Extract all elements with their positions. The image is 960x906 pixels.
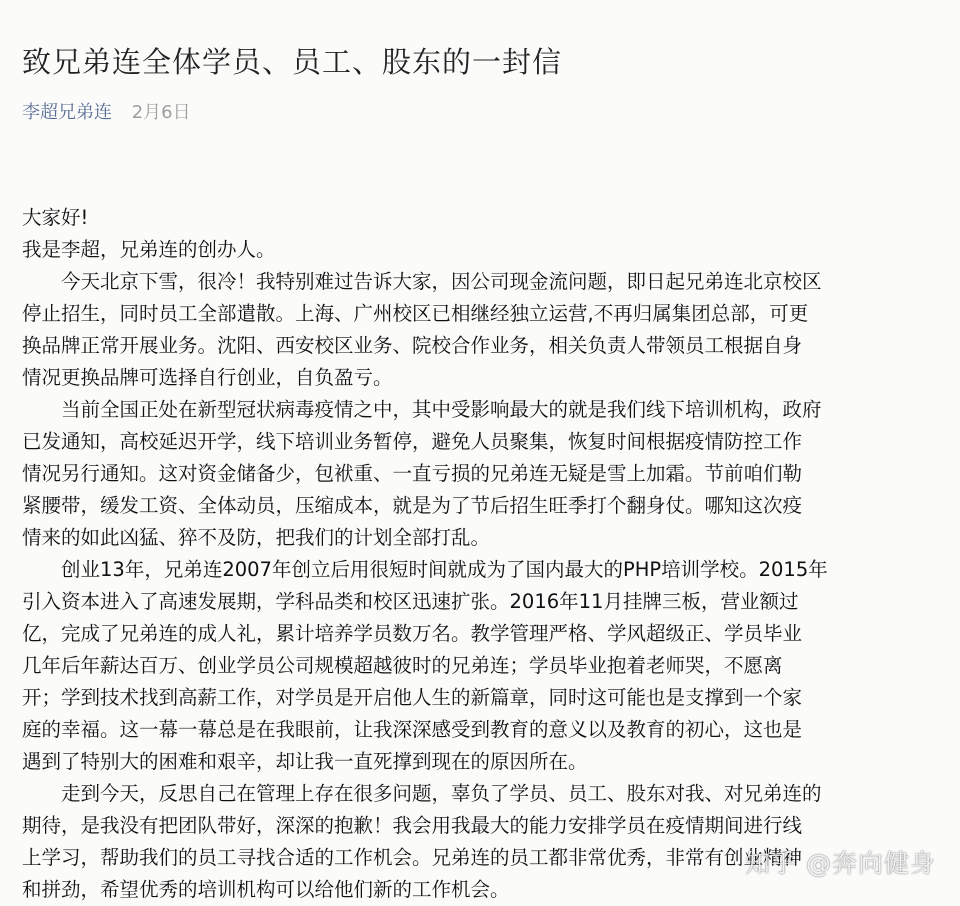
paragraph-line: 当前全国正处在新型冠状病毒疫情之中，其中受影响最大的就是我们线下培训机构，政府 [61,398,822,421]
article-meta [22,100,191,126]
paragraph-line: 今天北京下雪，很冷！我特别难过告诉大家，因公司现金流问题，即日起兄弟连北京校区 [61,270,822,293]
paragraph-line: 和拼劲，希望优秀的培训机构可以给他们新的工作机会。 [22,878,510,901]
paragraph-line: 换品牌正常开展业务。沈阳、西安校区业务、院校合作业务，相关负责人带领员工根据自身 [22,334,803,357]
paragraph-line: 情况另行通知。这对资金储备少，包袱重、一直亏损的兄弟连无疑是雪上加霜。节前咱们勒 [22,462,803,485]
paragraph-2 [22,394,952,554]
paragraph-line: 引入资本进入了高速发展期，学科品类和校区迅速扩张。2016年11月挂牌三板，营业额过 [22,590,799,613]
paragraph-line: 停止招生，同时员工全部遣散。上海、广州校区已相继经独立运营,不再归属集团总部，可更 [22,302,809,325]
publish-date: 2月6日 [131,102,191,123]
greeting-line: 大家好! [22,206,89,229]
article-title: 致兄弟连全体学员、员工、股东的一封信 [22,45,563,79]
paragraph-line: 遇到了特别大的困难和艰辛，却让我一直死撑到现在的原因所在。 [22,750,588,773]
paragraph-1 [22,266,952,394]
intro-line: 我是李超，兄弟连的创办人。 [22,238,276,261]
author-link[interactable]: 李超兄弟连 [22,102,112,123]
paragraph-line: 已发通知，高校延迟开学，线下培训业务暂停，避免人员聚集，恢复时间根据疫情防控工作 [22,430,803,453]
paragraph-line: 几年后年薪达百万、创业学员公司规模超越彼时的兄弟连；学员毕业抱着老师哭，不愿离 [22,654,783,677]
paragraph-line: 情况更换品牌可选择自行创业，自负盈亏。 [22,366,393,389]
paragraph-line: 开；学到技术找到高薪工作，对学员是开启他人生的新篇章，同时这可能也是支撑到一个家 [22,686,803,709]
paragraph-line: 亿，完成了兄弟连的成人礼，累计培养学员数万名。教学管理严格、学风超级正、学员毕业 [22,622,803,645]
zhihu-watermark: 知乎 @奔向健身 [745,849,936,878]
paragraph-line: 上学习，帮助我们的员工寻找合适的工作机会。兄弟连的员工都非常优秀，非常有创业精神 [22,846,803,869]
article-body [22,202,952,906]
paragraph-line: 情来的如此凶猛、猝不及防，把我们的计划全部打乱。 [22,526,491,549]
paragraph-3 [22,554,952,778]
paragraph-line: 走到今天，反思自己在管理上存在很多问题，辜负了学员、员工、股东对我、对兄弟连的 [61,782,822,805]
paragraph-line: 庭的幸福。这一幕一幕总是在我眼前，让我深深感受到教育的意义以及教育的初心，这也是 [22,718,803,741]
paragraph-4 [22,778,952,906]
paragraph-line: 创业13年，兄弟连2007年创立后用很短时间就成为了国内最大的PHP培训学校。2015年 [61,558,828,581]
paragraph-line: 期待，是我没有把团队带好，深深的抱歉！我会用我最大的能力安排学员在疫情期间进行线 [22,814,803,837]
paragraph-line: 紧腰带，缓发工资、全体动员，压缩成本，就是为了节后招生旺季打个翻身仗。哪知这次疫 [22,494,803,517]
